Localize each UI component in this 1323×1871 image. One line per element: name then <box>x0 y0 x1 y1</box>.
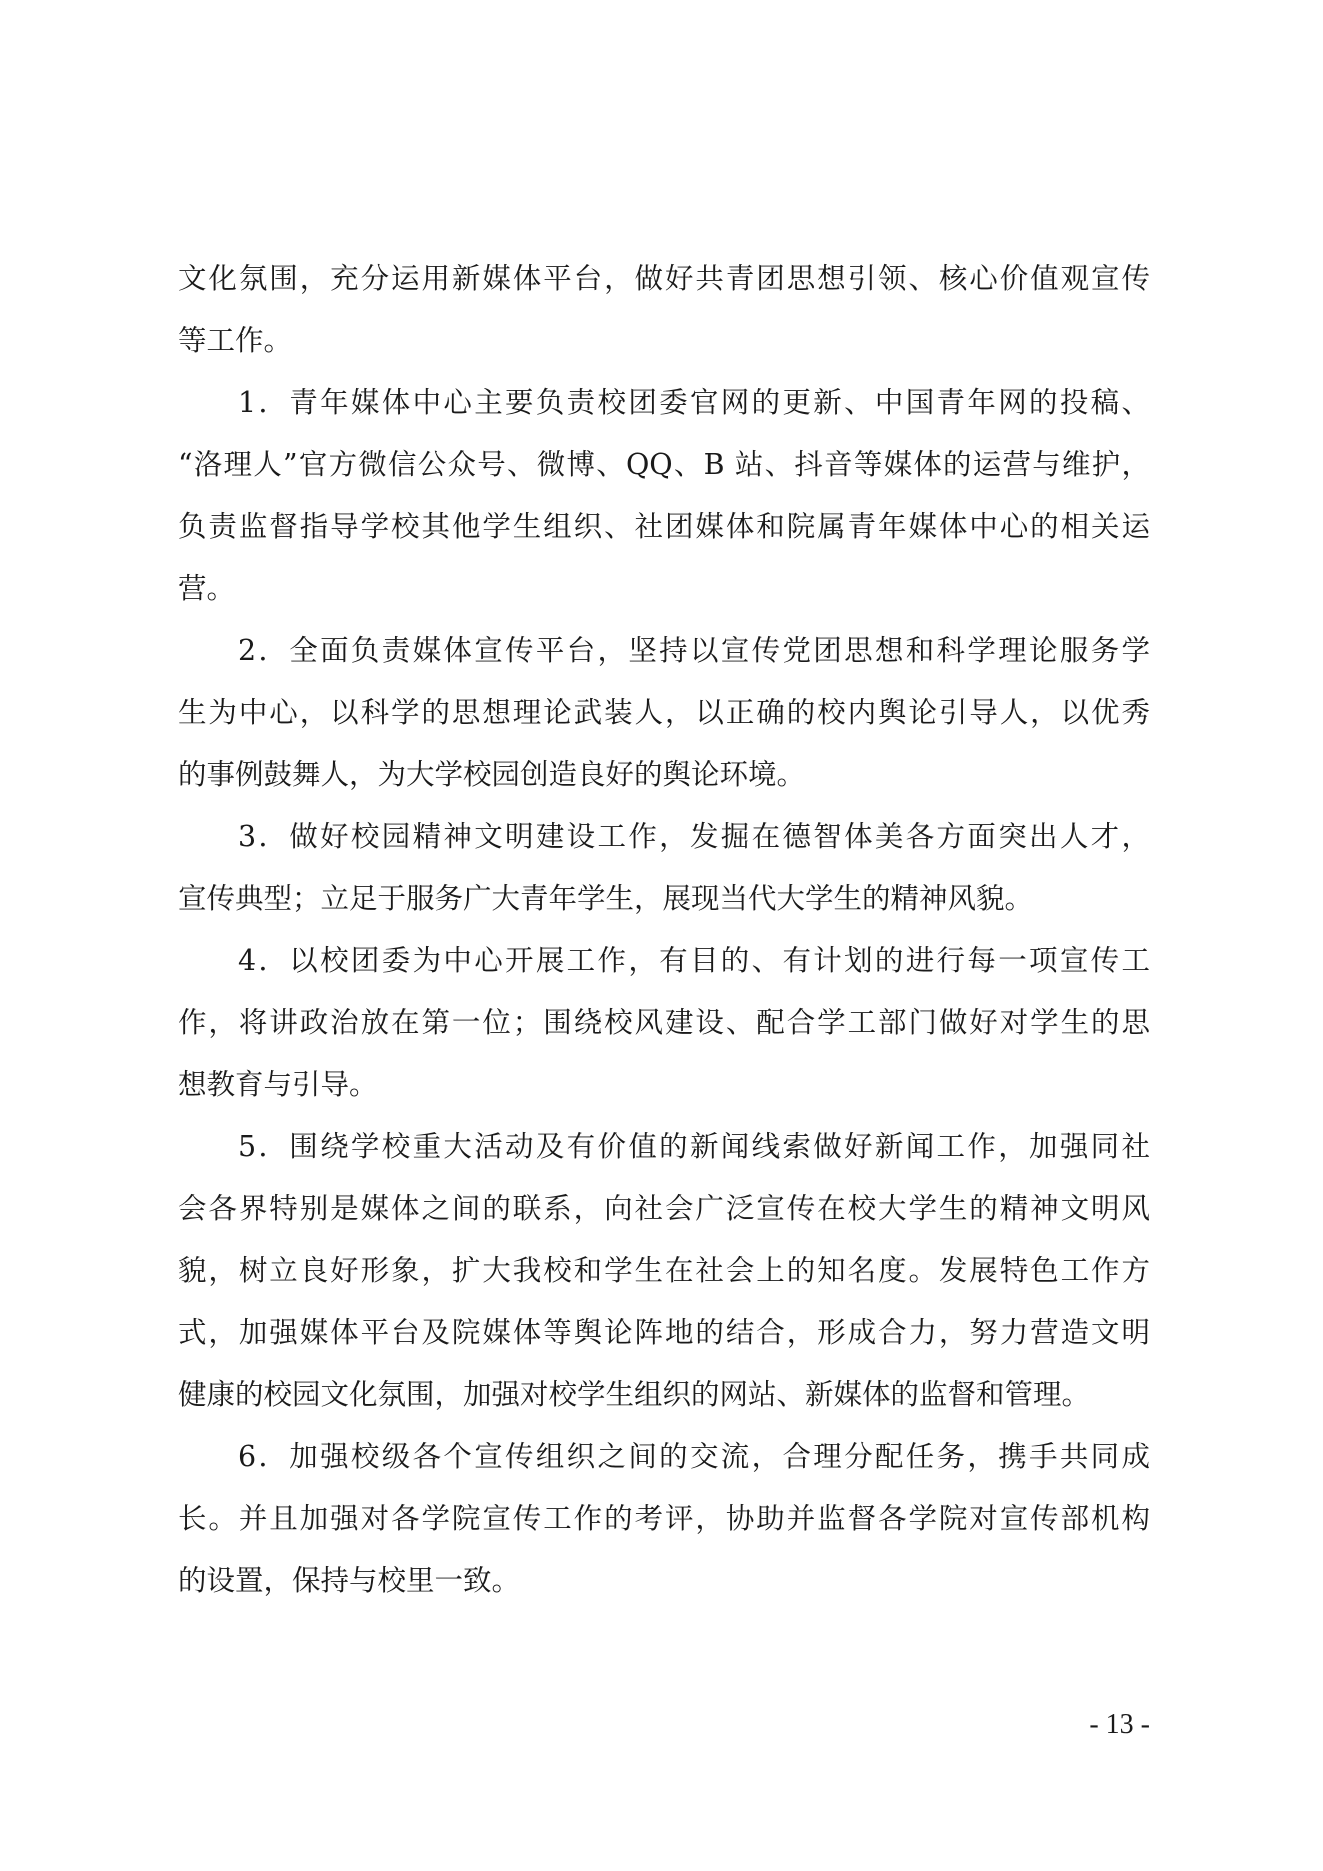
text-line: 宣传典型；立足于服务广大青年学生，展现当代大学生的精神风貌。 <box>178 882 1034 915</box>
text-line: 的设置，保持与校里一致。 <box>178 1564 521 1597</box>
text-line: 4．以校团委为中心开展工作，有目的、有计划的进行每一项宣传工 <box>238 944 1150 977</box>
text-line: 健康的校园文化氛围，加强对校学生组织的网站、新媒体的监督和管理。 <box>178 1378 1091 1411</box>
paragraph-item-5 <box>178 1116 1150 1426</box>
text-line: 3．做好校园精神文明建设工作，发掘在德智体美各方面突出人才， <box>238 820 1150 853</box>
paragraph-item-6 <box>178 1426 1150 1612</box>
page-number: - 13 - <box>1089 1709 1150 1740</box>
text-line: 貌，树立良好形象，扩大我校和学生在社会上的知名度。发展特色工作方 <box>178 1254 1150 1287</box>
paragraph-item-2 <box>178 620 1150 806</box>
text-line: 的事例鼓舞人，为大学校园创造良好的舆论环境。 <box>178 758 806 791</box>
text-line: 5．围绕学校重大活动及有价值的新闻线索做好新闻工作，加强同社 <box>238 1130 1150 1163</box>
text-line: 1．青年媒体中心主要负责校团委官网的更新、中国青年网的投稿、 <box>238 386 1150 419</box>
paragraph-item-4 <box>178 930 1150 1116</box>
text-line: 会各界特别是媒体之间的联系，向社会广泛宣传在校大学生的精神文明风 <box>178 1192 1150 1225</box>
text-line: 式，加强媒体平台及院媒体等舆论阵地的结合，形成合力，努力营造文明 <box>178 1316 1150 1349</box>
text-line: 营。 <box>178 572 236 605</box>
text-line: 长。并且加强对各学院宣传工作的考评，协助并监督各学院对宣传部机构 <box>178 1502 1150 1535</box>
text-line: 等工作。 <box>178 324 293 357</box>
text-line: “洛理人”官方微信公众号、微博、QQ、B 站、抖音等媒体的运营与维护， <box>178 448 1150 481</box>
text-line: 生为中心，以科学的思想理论武装人，以正确的校内舆论引导人，以优秀 <box>178 696 1150 729</box>
body-text <box>178 248 1150 1612</box>
paragraph-continuation <box>178 248 1150 372</box>
text-line: 文化氛围，充分运用新媒体平台，做好共青团思想引领、核心价值观宣传 <box>178 262 1150 295</box>
text-line: 作，将讲政治放在第一位；围绕校风建设、配合学工部门做好对学生的思 <box>178 1006 1150 1039</box>
text-line: 负责监督指导学校其他学生组织、社团媒体和院属青年媒体中心的相关运 <box>178 510 1150 543</box>
text-line: 6．加强校级各个宣传组织之间的交流，合理分配任务，携手共同成 <box>238 1440 1150 1473</box>
paragraph-item-3 <box>178 806 1150 930</box>
text-line: 2．全面负责媒体宣传平台，坚持以宣传党团思想和科学理论服务学 <box>238 634 1150 667</box>
text-line: 想教育与引导。 <box>178 1068 378 1101</box>
paragraph-item-1 <box>178 372 1150 620</box>
